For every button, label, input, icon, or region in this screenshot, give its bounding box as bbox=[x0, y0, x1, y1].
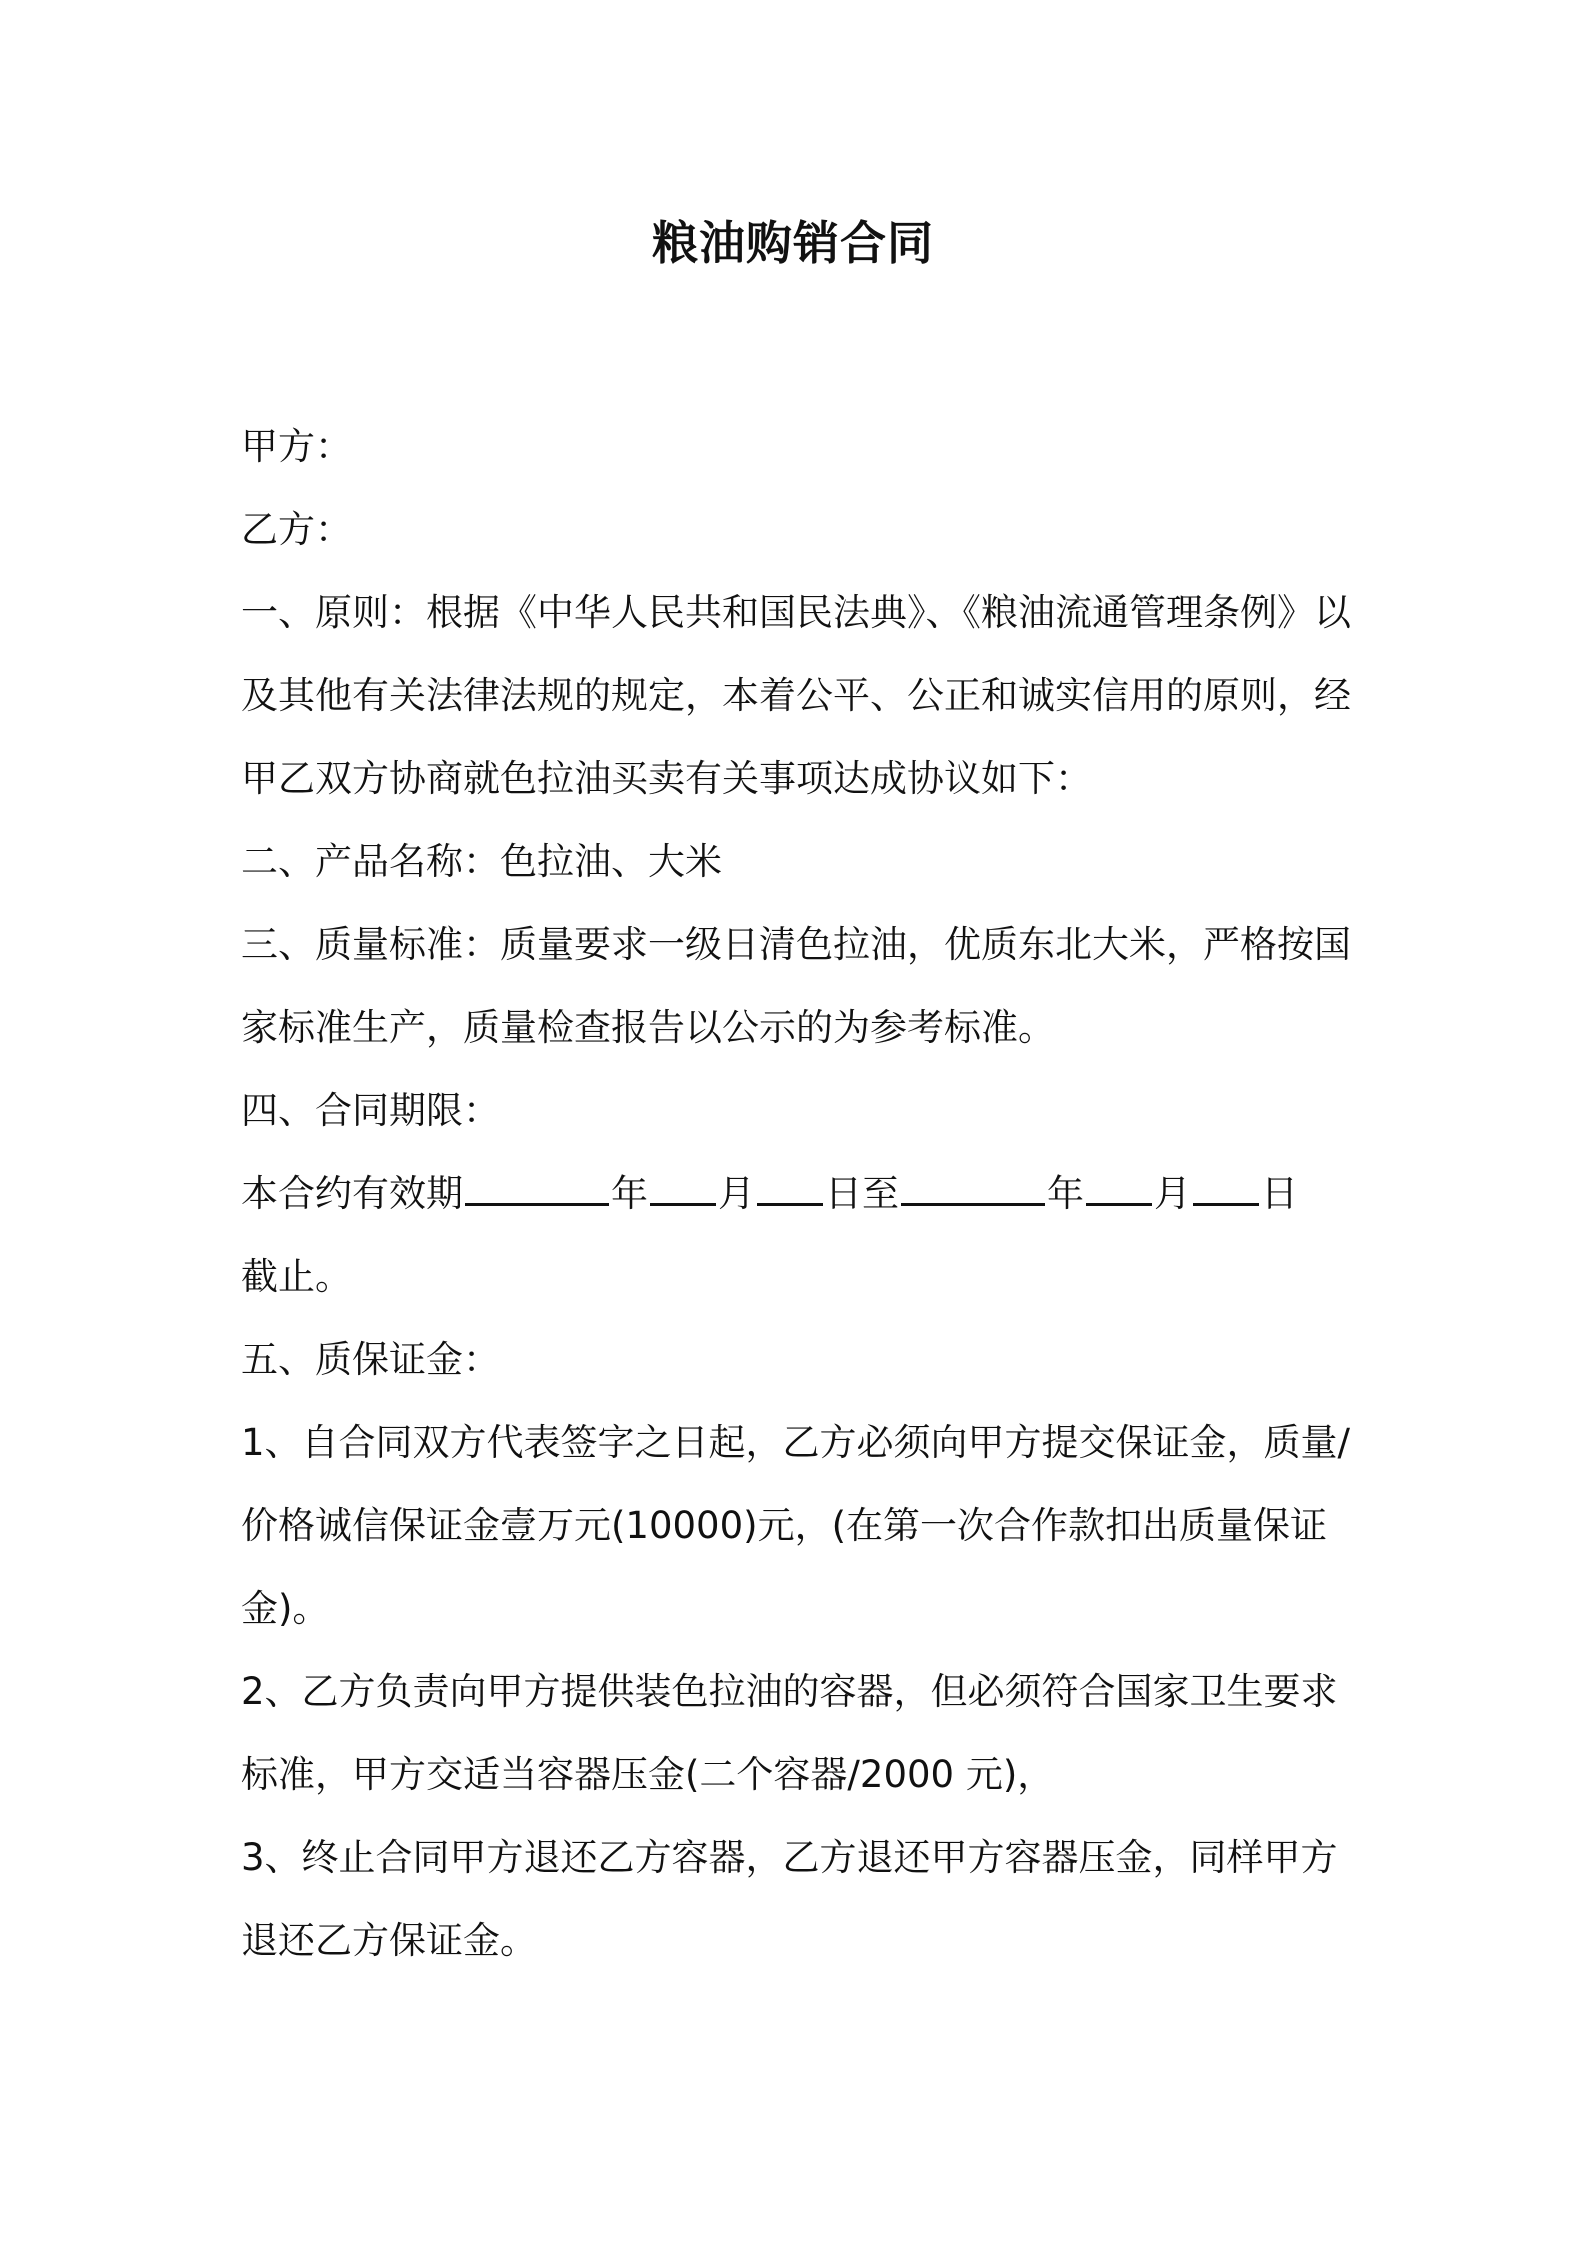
principle-line-2: 及其他有关法律法规的规定，本着公平、公正和诚实信用的原则，经 bbox=[241, 674, 1351, 717]
end-day-blank[interactable] bbox=[1193, 1169, 1259, 1206]
start-day-blank[interactable] bbox=[757, 1169, 823, 1206]
deposit-clause-2-line-2: 标准，甲方交适当容器压金(二个容器/2000 元)， bbox=[241, 1753, 1055, 1796]
term-prefix: 本合约有效期 bbox=[241, 1172, 463, 1215]
document-body bbox=[241, 405, 1361, 1982]
end-month-blank[interactable] bbox=[1086, 1169, 1152, 1206]
product-name-line: 二、产品名称：色拉油、大米 bbox=[241, 840, 722, 883]
deposit-clause-1-line-2: 价格诚信保证金壹万元(10000)元，(在第一次合作款扣出质量保证 bbox=[241, 1504, 1328, 1547]
term-suffix: 截止。 bbox=[241, 1255, 352, 1298]
term-year-1: 年 bbox=[611, 1172, 648, 1215]
principle-line-3: 甲乙双方协商就色拉油买卖有关事项达成协议如下： bbox=[241, 757, 1092, 800]
start-year-blank[interactable] bbox=[465, 1169, 609, 1206]
end-year-blank[interactable] bbox=[901, 1169, 1045, 1206]
term-heading: 四、合同期限： bbox=[241, 1089, 500, 1132]
quality-line-2: 家标准生产，质量检查报告以公示的为参考标准。 bbox=[241, 1006, 1055, 1049]
deposit-heading: 五、质保证金： bbox=[241, 1338, 500, 1381]
document-title: 粮油购销合同 bbox=[652, 216, 934, 270]
principle-line-1: 一、原则：根据《中华人民共和国民法典》、《粮油流通管理条例》以 bbox=[241, 591, 1351, 634]
quality-line-1: 三、质量标准：质量要求一级日清色拉油，优质东北大米，严格按国 bbox=[241, 923, 1351, 966]
term-month-1: 月 bbox=[718, 1172, 755, 1215]
deposit-clause-2-line-1: 2、乙方负责向甲方提供装色拉油的容器，但必须符合国家卫生要求 bbox=[241, 1670, 1338, 1713]
deposit-clause-3-line-1: 3、终止合同甲方退还乙方容器，乙方退还甲方容器压金，同样甲方 bbox=[241, 1836, 1338, 1879]
deposit-clause-1-line-1: 1、自合同双方代表签字之日起，乙方必须向甲方提交保证金，质量/ bbox=[241, 1421, 1351, 1464]
term-year-2: 年 bbox=[1047, 1172, 1084, 1215]
start-month-blank[interactable] bbox=[650, 1169, 716, 1206]
party-b-label: 乙方： bbox=[241, 508, 352, 551]
deposit-clause-3-line-2: 退还乙方保证金。 bbox=[241, 1919, 537, 1962]
deposit-clause-1-line-3: 金)。 bbox=[241, 1587, 330, 1630]
term-month-2: 月 bbox=[1154, 1172, 1191, 1215]
term-day-1: 日至 bbox=[825, 1172, 899, 1215]
term-day-2: 日 bbox=[1261, 1172, 1298, 1215]
term-period-line bbox=[241, 1152, 1361, 1235]
party-a-label: 甲方： bbox=[241, 425, 352, 468]
